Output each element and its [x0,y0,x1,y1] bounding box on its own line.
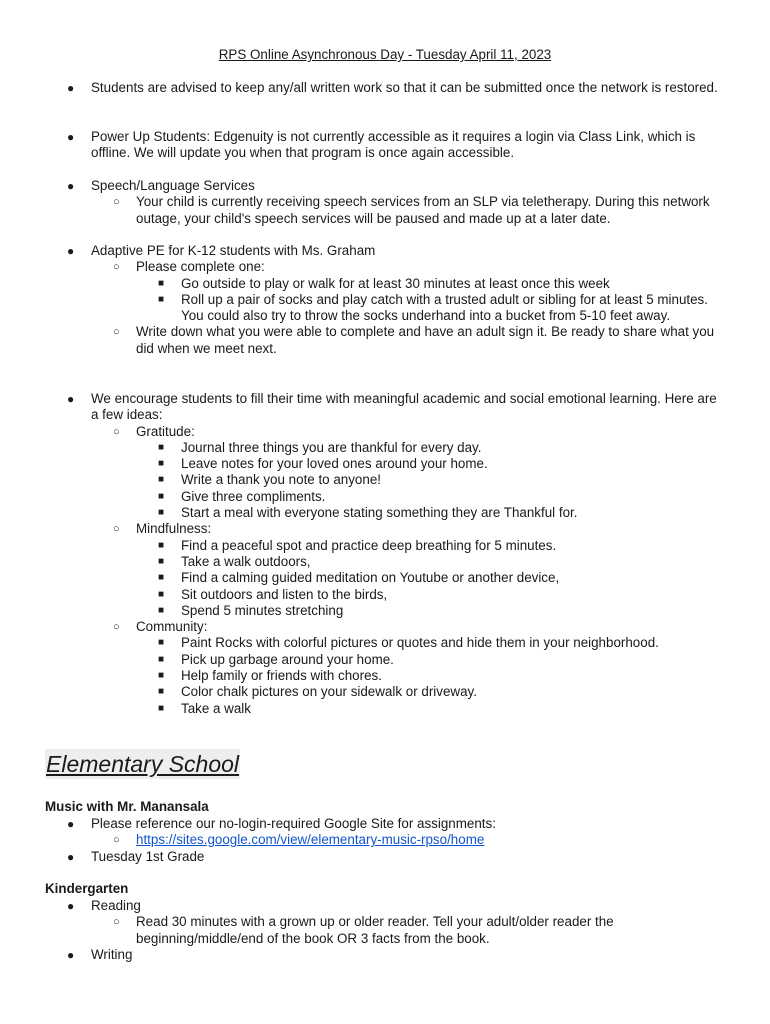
bullet-circle-icon: ○ [113,621,120,634]
bullet-text: Tuesday 1st Grade [91,848,205,864]
list-item: ■ Give three compliments. [158,488,326,504]
bullet-text: We encourage students to fill their time with meaningful academic and social emotional learning. Here are a few ideas: [91,391,717,423]
bullet-text: Please reference our no-login-required Google Site for assignments: [91,816,496,831]
mindfulness-label: ○ Mindfulness: [113,521,212,537]
bullet-square-icon: ■ [158,441,165,453]
bullet-disc-icon: ● [67,130,75,144]
bullet-text: Write down what you were able to complete and have an adult sign it. Be ready to share what you did when we meet next. [136,324,715,356]
bullet-square-icon: ■ [158,277,165,289]
bullet-square-icon: ■ [158,653,165,665]
bullet-adaptive-pe [0,243,770,357]
bullet-written-work [0,80,770,96]
kindergarten-section [0,898,770,963]
bullet-square-icon: ■ [158,670,165,682]
bullet-text: Reading [91,898,141,913]
bullet-square-icon: ■ [158,539,165,551]
bullet-circle-icon: ○ [113,425,120,438]
bullet-circle-icon: ○ [113,916,120,929]
bullet-disc-icon: ● [67,947,75,962]
bullet-text: Adaptive PE for K-12 students with Ms. Graham [91,243,376,258]
bullet-text: Speech/Language Services [91,178,255,193]
list-item: ■ Leave notes for your loved ones around your home. [158,456,488,472]
list-item: ■ Write a thank you note to anyone! [158,472,381,488]
document-title: RPS Online Asynchronous Day - Tuesday April 11, 2023 [218,47,552,62]
bullet-circle-icon: ○ [113,326,120,339]
list-item: ■ Pick up garbage around your home. [158,651,394,667]
bullet-square-icon: ■ [158,572,165,584]
bullet-text: Your child is currently receiving speech services from an SLP via teletherapy. During this network outage, your child's speech services will be paused and made up at a later date. [136,194,710,226]
bullet-square-icon: ■ [158,702,165,714]
gratitude-label: ○ Gratitude: [113,423,195,439]
music-site-link[interactable]: https://sites.google.com/view/elementary-music-rpso/home [136,832,485,848]
list-item: ■ Sit outdoors and listen to the birds, [158,586,388,602]
bullet-circle-icon: ○ [113,834,120,847]
bullet-square-icon: ■ [158,293,165,305]
bullet-square-icon: ■ [158,458,165,470]
bullet-circle-icon: ○ [113,261,120,274]
list-item: ■ Find a calming guided meditation on Youtube or another device, [158,570,560,586]
bullet-disc-icon: ● [67,244,75,258]
list-item: ■ Color chalk pictures on your sidewalk or driveway. [158,684,477,700]
bullet-circle-icon: ○ [113,523,120,536]
bullet-text: Power Up Students: Edgenuity is not currently accessible as it requires a login via Class Link, which is offline. We will update you when that program is once again accessible. [91,129,696,161]
bullet-square-icon: ■ [158,490,165,502]
bullet-disc-icon: ● [67,849,75,864]
list-item: ■ Take a walk [158,700,251,716]
bullet-square-icon: ■ [158,507,165,519]
bullet-speech-services [0,178,770,227]
bullet-text: Read 30 minutes with a grown up or older reader. Tell your adult/older reader the beginning/middle/end of the book OR 3 facts from the book. [136,914,614,946]
bullet-disc-icon: ● [67,81,75,95]
list-item: ■ Help family or friends with chores. [158,668,382,684]
bullet-disc-icon: ● [67,179,75,193]
bullet-disc-icon: ● [67,817,75,831]
bullet-square-icon: ■ [158,637,165,649]
list-item: ■ Spend 5 minutes stretching [158,602,344,618]
list-item: ■ Journal three things you are thankful for every day. [158,439,482,455]
bullet-square-icon: ■ [158,686,165,698]
bullet-circle-icon: ○ [113,196,120,209]
bullet-square-icon: ■ [158,555,165,567]
bullet-text: Please complete one: [136,259,265,275]
bullet-text: Go outside to play or walk for at least 30 minutes at least once this week [181,275,610,291]
bullet-disc-icon: ● [67,392,75,406]
list-item: ■ Take a walk outdoors, [158,553,311,569]
bullet-disc-icon: ● [67,899,75,913]
bullet-text: Students are advised to keep any/all written work so that it can be submitted once the network is restored. [91,80,718,95]
music-section-title: Music with Mr. Manansala [45,799,209,814]
elementary-school-heading: Elementary School [46,751,240,777]
bullet-power-up [0,129,770,162]
bullet-square-icon: ■ [158,604,165,616]
bullet-text: Roll up a pair of socks and play catch with a trusted adult or sibling for at least 5 minutes. You could also try to throw the socks underhand into a bucket from 5-10 feet away. [181,291,708,324]
bullet-square-icon: ■ [158,588,165,600]
list-item: ■ Find a peaceful spot and practice deep breathing for 5 minutes. [158,537,557,553]
bullet-square-icon: ■ [158,474,165,486]
list-item: ■ Start a meal with everyone stating something they are Thankful for. [158,505,578,521]
bullet-sel-ideas [0,391,770,717]
community-label: ○ Community: [113,619,208,635]
bullet-text: Writing [91,946,133,962]
kindergarten-section-title: Kindergarten [45,881,129,896]
list-item: ■ Paint Rocks with colorful pictures or quotes and hide them in your neighborhood. [158,635,659,651]
music-section [0,816,770,865]
